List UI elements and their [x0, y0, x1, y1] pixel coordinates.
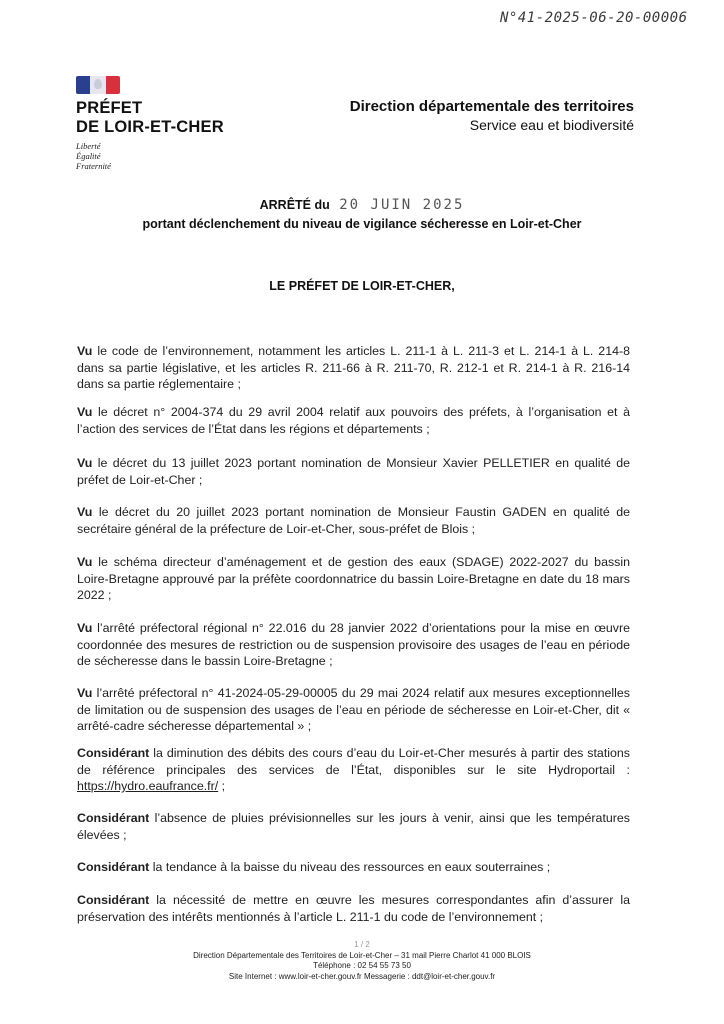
paragraph-lead: Vu [77, 405, 93, 419]
direction-name: Direction départementale des territoires [349, 98, 634, 115]
paragraph-text: la nécessité de mettre en œuvre les mesures correspondantes afin d’assurer la préservation des intérêts mentionnés à l’article L. 211-1 du code de l’environnement ; [77, 893, 630, 924]
paragraph-considerant-nappes [77, 859, 630, 876]
paragraph-text: la diminution des débits des cours d’eau du Loir-et-Cher mesurés à partir des stations de référence principales des services de l’État, disponibles sur le site Hydroportail : [77, 746, 630, 777]
paragraph-lead: Considérant [77, 860, 150, 874]
motto-egalite: Égalité [76, 151, 101, 161]
paragraph-lead: Considérant [77, 893, 150, 907]
motto-fraternite: Fraternité [76, 161, 111, 171]
paragraph-vu-decret-secretaire [77, 504, 630, 537]
paragraph-vu-decret-prefet [77, 455, 630, 488]
arrete-label: ARRÊTÉ du [259, 198, 330, 212]
paragraph-considerant-mesures [77, 892, 630, 925]
paragraph-vu-decret-2004 [77, 404, 630, 437]
paragraph-text: le schéma directeur d’aménagement et de gestion des eaux (SDAGE) 2022-2027 du bassin Loire-Bretagne approuvé par la préfète coordonnatrice du bassin Loire-Bretagne en date du 18 mars 2022 ; [77, 555, 630, 602]
footer-phone: Téléphone : 02 54 55 73 50 [313, 961, 411, 970]
page-number: 1 / 2 [354, 940, 370, 949]
paragraph-text: l’absence de pluies prévisionnelles sur les jours à venir, ainsi que les températures élevées ; [77, 811, 630, 842]
arrete-title-line [0, 197, 724, 213]
footer-address: Direction Départementale des Territoires de Loir-et-Cher – 31 mail Pierre Charlot 41 000 BLOIS [193, 950, 531, 960]
paragraph-lead: Vu [77, 555, 93, 569]
paragraph-vu-arrete-cadre [77, 685, 630, 735]
paragraph-vu-code-environnement [77, 343, 630, 393]
service-name: Service eau et biodiversité [469, 117, 634, 133]
date-stamp: 20 JUIN 2025 [339, 197, 465, 213]
motto-liberte: Liberté [76, 141, 101, 151]
marianne-flag-icon [76, 76, 120, 94]
paragraph-text: la tendance à la baisse du niveau des ressources en eaux souterraines ; [149, 860, 551, 874]
paragraph-lead: Vu [77, 456, 93, 470]
paragraph-text: le code de l’environnement, notamment les articles L. 211-1 à L. 211-3 et L. 214-1 à L. 214-8 dans sa partie législative, et les articles R. 211-66 à R. 211-70, R. 212-1 et R. 214-1 à R. 216-14 dans sa partie réglementaire ; [77, 344, 630, 391]
hydroportail-link[interactable]: https://hydro.eaufrance.fr/ [77, 779, 219, 793]
prefet-heading-line2: DE LOIR-ET-CHER [76, 118, 224, 136]
paragraph-text: le décret du 13 juillet 2023 portant nomination de Monsieur Xavier PELLETIER en qualité de préfet de Loir-et-Cher ; [77, 456, 630, 487]
prefet-title: LE PRÉFET DE LOIR-ET-CHER, [269, 279, 455, 293]
paragraph-considerant-debits [77, 745, 630, 795]
paragraph-tail: ; [218, 779, 226, 793]
paragraph-lead: Considérant [77, 811, 150, 825]
paragraph-vu-arrete-regional [77, 620, 630, 670]
paragraph-lead: Vu [77, 621, 93, 635]
reference-number-handwritten: N°41-2025-06-20-00006 [500, 10, 688, 26]
department-block [350, 97, 634, 135]
paragraph-lead: Vu [77, 505, 93, 519]
paragraph-vu-sdage [77, 554, 630, 604]
paragraph-text: l’arrêté préfectoral n° 41-2024-05-29-00005 du 29 mai 2024 relatif aux mesures exceptionnelles de limitation ou de suspension des usages de l’eau en période de sécheresse en Loir-et-Cher, dit « arrêté-cadre sécheresse départemental » ; [77, 686, 630, 733]
arrete-subject: portant déclenchement du niveau de vigilance sécheresse en Loir-et-Cher [142, 217, 582, 231]
prefet-heading-line1: PRÉFET [76, 99, 143, 117]
paragraph-text: l’arrêté préfectoral régional n° 22.016 du 28 janvier 2022 d’orientations pour la mise en œuvre coordonnée des mesures de restriction ou de suspension provisoire des usages de l’eau en période de sécheresse dans le bassin Loire-Bretagne ; [77, 621, 630, 668]
paragraph-text: le décret du 20 juillet 2023 portant nomination de Monsieur Faustin GADEN en qualité de secrétaire général de la préfecture de Loir-et-Cher, sous-préfet de Blois ; [77, 505, 630, 536]
page-footer [0, 940, 724, 982]
footer-contact: Site Internet : www.loir-et-cher.gouv.fr Messagerie : ddt@loir-et-cher.gouv.fr [228, 971, 496, 981]
paragraph-text: le décret n° 2004-374 du 29 avril 2004 relatif aux pouvoirs des préfets, à l’organisation et à l’action des services de l’État dans les régions et départements ; [77, 405, 630, 436]
paragraph-lead: Considérant [77, 746, 150, 760]
paragraph-lead: Vu [77, 686, 93, 700]
paragraph-lead: Vu [77, 344, 93, 358]
paragraph-considerant-pluies [77, 810, 630, 843]
prefecture-logo-block [76, 76, 256, 171]
